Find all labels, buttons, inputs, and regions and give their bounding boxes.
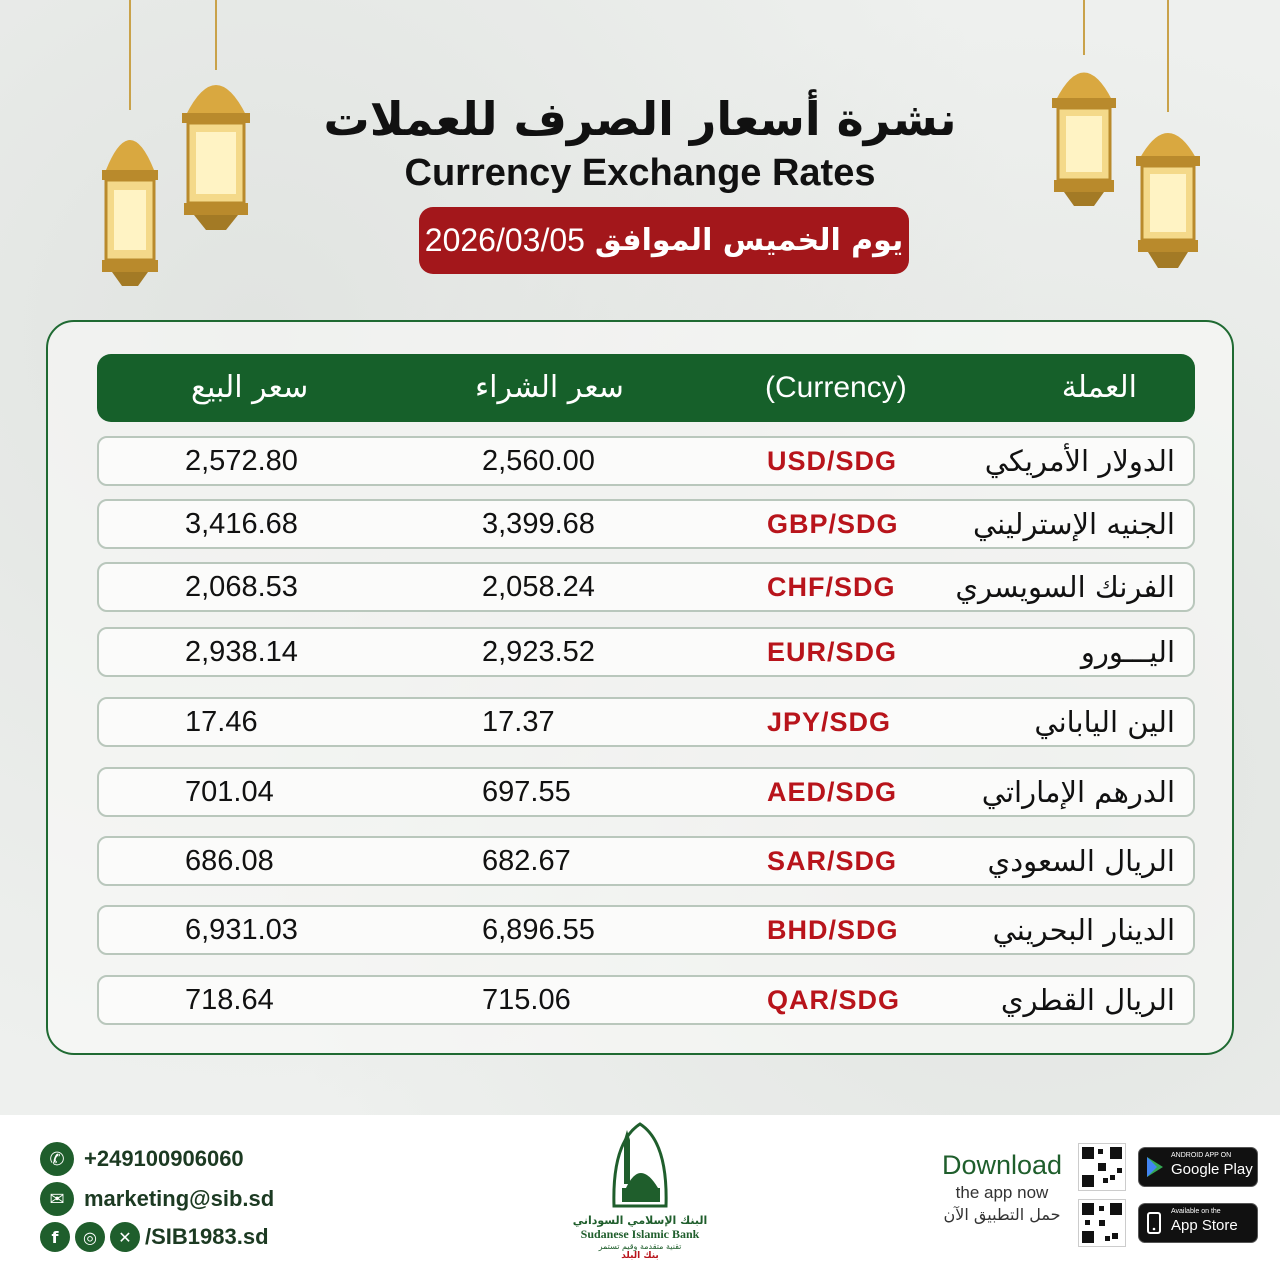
buy-rate: 17.37 <box>482 706 555 738</box>
currency-name: الدولار الأمريكي <box>984 444 1175 478</box>
facebook-icon[interactable]: f <box>40 1222 70 1252</box>
qr-code-icon[interactable] <box>1078 1143 1126 1191</box>
logo-tagline: تقنية متقدمة وقيم تستمر <box>598 1242 682 1251</box>
currency-code: CHF/SDG <box>767 572 896 602</box>
download-app-text <box>926 1150 1078 1224</box>
currency-name: الريال القطري <box>1000 983 1175 1017</box>
date-value: 2026/03/05 <box>424 222 585 258</box>
currency-code: SAR/SDG <box>767 846 898 876</box>
currency-name: الين الياباني <box>1034 705 1175 739</box>
table-row <box>97 975 1195 1025</box>
column-header-buy: سعر الشراء <box>475 370 624 405</box>
currency-name: الفرنك السويسري <box>955 570 1175 604</box>
app-store-label: App Store <box>1171 1217 1238 1234</box>
sell-rate: 686.08 <box>185 845 274 877</box>
google-play-button[interactable] <box>1138 1147 1258 1187</box>
table-row <box>97 905 1195 955</box>
currency-name: الدرهم الإماراتي <box>981 775 1175 809</box>
date-label: يوم الخميس الموافق <box>594 223 904 258</box>
apple-icon <box>1145 1212 1163 1234</box>
column-header-currency-en: (Currency) <box>765 371 907 404</box>
download-title: Download <box>941 1150 1063 1180</box>
google-play-label: Google Play <box>1171 1161 1253 1178</box>
date-badge <box>419 207 909 274</box>
sell-rate: 701.04 <box>185 776 274 808</box>
currency-code: QAR/SDG <box>767 985 901 1015</box>
download-subtitle: the app now <box>955 1183 1049 1202</box>
currency-code: AED/SDG <box>767 777 898 807</box>
qr-code-icon[interactable] <box>1078 1199 1126 1247</box>
buy-rate: 2,058.24 <box>482 571 595 603</box>
bank-logo <box>570 1122 710 1270</box>
currency-name: الجنيه الإسترليني <box>972 507 1175 541</box>
mosque-logo-icon <box>610 1122 670 1208</box>
google-play-small-label: ANDROID APP ON <box>1171 1152 1232 1159</box>
logo-name-english: Sudanese Islamic Bank <box>580 1227 700 1241</box>
sell-rate: 6,931.03 <box>185 914 298 946</box>
phone-number[interactable]: +249100906060 <box>84 1146 244 1171</box>
buy-rate: 6,896.55 <box>482 914 595 946</box>
currency-code: EUR/SDG <box>767 637 898 667</box>
app-store-button[interactable] <box>1138 1203 1258 1243</box>
email-address[interactable]: marketing@sib.sd <box>84 1186 275 1211</box>
phone-contact[interactable] <box>40 1142 244 1176</box>
table-row <box>97 627 1195 677</box>
table-row <box>97 697 1195 747</box>
google-play-icon <box>1145 1156 1165 1178</box>
column-header-currency-ar: العملة <box>1061 370 1137 405</box>
sell-rate: 17.46 <box>185 706 258 738</box>
currency-code: BHD/SDG <box>767 915 899 945</box>
sell-rate: 2,572.80 <box>185 445 298 477</box>
sell-rate: 2,068.53 <box>185 571 298 603</box>
buy-rate: 697.55 <box>482 776 571 808</box>
buy-rate: 2,560.00 <box>482 445 595 477</box>
table-header <box>97 354 1195 422</box>
page-title-english: Currency Exchange Rates <box>404 152 876 194</box>
buy-rate: 682.67 <box>482 845 571 877</box>
email-contact[interactable] <box>40 1182 274 1216</box>
instagram-icon[interactable]: ◎ <box>75 1222 105 1252</box>
x-icon[interactable]: ✕ <box>110 1222 140 1252</box>
table-row <box>97 836 1195 886</box>
app-store-small-label: Available on the <box>1171 1208 1221 1215</box>
logo-name-arabic: البنك الإسلامي السوداني <box>572 1214 708 1227</box>
table-row <box>97 499 1195 549</box>
currency-name: الدينار البحريني <box>992 913 1175 947</box>
buy-rate: 715.06 <box>482 984 571 1016</box>
buy-rate: 2,923.52 <box>482 636 595 668</box>
page-title-arabic: نشرة أسعار الصرف للعملات <box>323 92 957 146</box>
currency-code: USD/SDG <box>767 446 898 476</box>
social-links[interactable] <box>40 1222 269 1252</box>
whatsapp-icon: ✆ <box>40 1142 74 1176</box>
download-subtitle-arabic: حمل التطبيق الآن <box>943 1205 1061 1224</box>
mail-icon: ✉ <box>40 1182 74 1216</box>
table-row <box>97 562 1195 612</box>
sell-rate: 2,938.14 <box>185 636 298 668</box>
sell-rate: 3,416.68 <box>185 508 298 540</box>
column-header-sell: سعر البيع <box>191 370 309 405</box>
currency-code: JPY/SDG <box>767 707 892 737</box>
logo-slogan: بنك البلد <box>621 1251 659 1261</box>
buy-rate: 3,399.68 <box>482 508 595 540</box>
social-handle[interactable]: /SIB1983.sd <box>145 1224 269 1249</box>
sell-rate: 718.64 <box>185 984 274 1016</box>
table-row <box>97 767 1195 817</box>
currency-name: الريال السعودي <box>987 844 1175 878</box>
currency-name: اليـــورو <box>1080 635 1175 669</box>
currency-code: GBP/SDG <box>767 509 899 539</box>
table-row <box>97 436 1195 486</box>
